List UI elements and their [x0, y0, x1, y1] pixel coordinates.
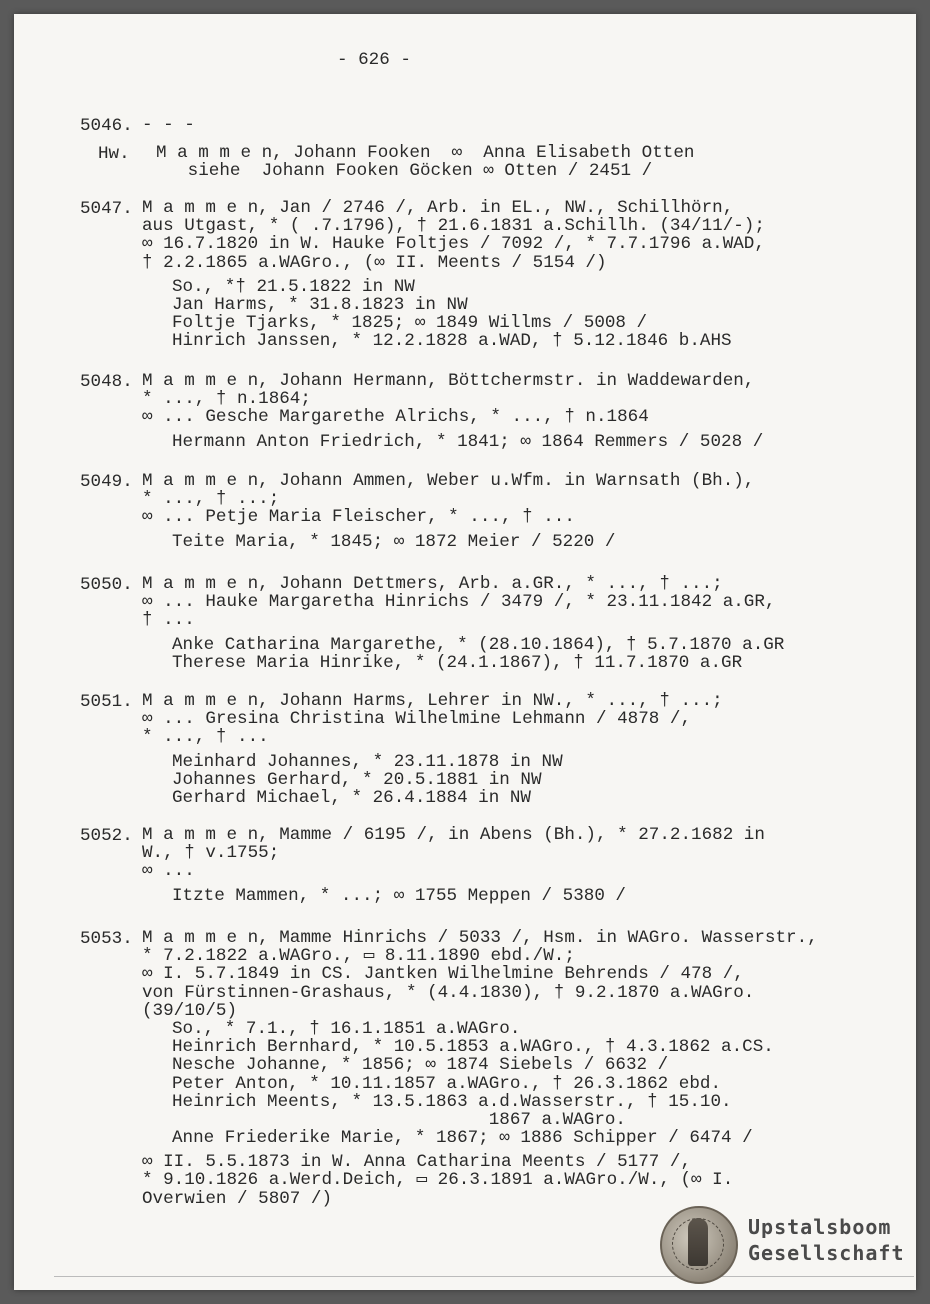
entry-line: W., † v.1755;: [142, 843, 280, 864]
entry-line: ∞ ... Hauke Margaretha Hinrichs / 3479 /, * 23.11.1842 a.GR,: [142, 592, 776, 613]
entry-line: † 2.2.1865 a.WAGro., (∞ II. Meents / 5154 /): [142, 252, 607, 273]
entry-line: von Fürstinnen-Grashaus, * (4.4.1830), † 9.2.1870 a.WAGro.: [142, 982, 755, 1003]
child-line: Hinrich Janssen, * 12.2.1828 a.WAD, † 5.12.1846 b.AHS: [172, 331, 732, 352]
watermark-line-1: Upstalsboom: [748, 1215, 892, 1239]
entry-line: ∞ I. 5.7.1849 in CS. Jantken Wilhelmine Behrends / 478 /,: [142, 964, 744, 985]
child-line: Therese Maria Hinrike, * (24.1.1867), † 11.7.1870 a.GR: [172, 652, 743, 673]
entry-number: 5052.: [80, 826, 133, 846]
entry-line: - - -: [142, 115, 195, 135]
child-line: Teite Maria, * 1845; ∞ 1872 Meier / 5220 /: [172, 531, 616, 552]
entry-number: 5046.: [80, 116, 133, 136]
child-line: Anke Catharina Margarethe, * (28.10.1864), † 5.7.1870 a.GR: [172, 634, 785, 655]
hw-line: M a m m e n, Johann Fooken ∞ Anna Elisabeth Otten: [156, 143, 695, 163]
seal-icon: [660, 1206, 738, 1284]
child-line: Heinrich Bernhard, * 10.5.1853 a.WAGro., † 4.3.1862 a.CS.: [172, 1037, 774, 1058]
footer-rule: [54, 1276, 914, 1277]
entry-line: aus Utgast, * ( .7.1796), † 21.6.1831 a.Schillh. (34/11/-);: [142, 216, 765, 237]
document-page: [14, 14, 916, 1290]
child-line: Meinhard Johannes, * 23.11.1878 in NW: [172, 751, 563, 772]
watermark-text: [748, 1214, 905, 1266]
entry-line: M a m m e n, Johann Dettmers, Arb. a.GR., * ..., † ...;: [142, 574, 723, 594]
entry-line: M a m m e n, Jan / 2746 /, Arb. in EL., NW., Schillhörn,: [142, 198, 734, 218]
child-line: So., *† 21.5.1822 in NW: [172, 276, 415, 297]
entry-line: * 9.10.1826 a.Werd.Deich, ▭ 26.3.1891 a.WAGro./W., (∞ I.: [142, 1170, 734, 1191]
hw-line: siehe Johann Fooken Göcken ∞ Otten / 2451 /: [156, 161, 653, 182]
child-line: Johannes Gerhard, * 20.5.1881 in NW: [172, 769, 542, 790]
entry-line: M a m m e n, Mamme / 6195 /, in Abens (Bh.), * 27.2.1682 in: [142, 825, 765, 845]
child-line: Heinrich Meents, * 13.5.1863 a.d.Wasserstr., † 15.10.: [172, 1091, 732, 1112]
child-line: 1867 a.WAGro.: [172, 1109, 626, 1130]
entry-number: 5051.: [80, 692, 133, 712]
entry-line: M a m m e n, Johann Ammen, Weber u.Wfm. in Warnsath (Bh.),: [142, 471, 755, 491]
entry-number: 5053.: [80, 929, 133, 949]
entry-line: ∞ ...: [142, 861, 195, 882]
entry-line: * ..., † n.1864;: [142, 389, 311, 410]
entry-line: M a m m e n, Johann Hermann, Böttchermstr. in Waddewarden,: [142, 371, 755, 391]
entry-line: (39/10/5): [142, 1000, 238, 1021]
entry-line: ∞ ... Petje Maria Fleischer, * ..., † ...: [142, 507, 575, 528]
hw-prefix: Hw.: [98, 144, 130, 164]
entry-line: ∞ ... Gresina Christina Wilhelmine Lehmann / 4878 /,: [142, 709, 692, 730]
entry-number: 5047.: [80, 199, 133, 219]
child-line: Hermann Anton Friedrich, * 1841; ∞ 1864 Remmers / 5028 /: [172, 431, 764, 452]
entry-number: 5049.: [80, 472, 133, 492]
entry-line: Overwien / 5807 /): [142, 1188, 333, 1209]
child-line: Gerhard Michael, * 26.4.1884 in NW: [172, 787, 531, 808]
entry-number: 5048.: [80, 372, 133, 392]
child-line: So., * 7.1., † 16.1.1851 a.WAGro.: [172, 1018, 521, 1039]
child-line: Anne Friederike Marie, * 1867; ∞ 1886 Schipper / 6474 /: [172, 1128, 753, 1149]
watermark-line-2: Gesellschaft: [748, 1241, 905, 1265]
entry-line: * ..., † ...: [142, 727, 269, 748]
child-line: Itzte Mammen, * ...; ∞ 1755 Meppen / 5380 /: [172, 885, 626, 906]
entry-line: M a m m e n, Mamme Hinrichs / 5033 /, Hsm. in WAGro. Wasserstr.,: [142, 928, 818, 948]
child-line: Foltje Tjarks, * 1825; ∞ 1849 Willms / 5008 /: [172, 313, 648, 334]
page-number: - 626 -: [337, 50, 411, 70]
entry-number: 5050.: [80, 575, 133, 595]
entry-line: M a m m e n, Johann Harms, Lehrer in NW., * ..., † ...;: [142, 691, 723, 711]
child-line: Jan Harms, * 31.8.1823 in NW: [172, 294, 468, 315]
child-line: Nesche Johanne, * 1856; ∞ 1874 Siebels / 6632 /: [172, 1055, 669, 1076]
entry-line: ∞ ... Gesche Margarethe Alrichs, * ..., † n.1864: [142, 407, 649, 428]
child-line: Peter Anton, * 10.11.1857 a.WAGro., † 26.3.1862 ebd.: [172, 1073, 722, 1094]
entry-line: ∞ 16.7.1820 in W. Hauke Foltjes / 7092 /, * 7.7.1796 a.WAD,: [142, 234, 765, 255]
entry-line: † ...: [142, 610, 195, 631]
entry-line: * 7.2.1822 a.WAGro., ▭ 8.11.1890 ebd./W.;: [142, 946, 575, 967]
entry-line: * ..., † ...;: [142, 489, 280, 510]
entry-line: ∞ II. 5.5.1873 in W. Anna Catharina Meents / 5177 /,: [142, 1152, 692, 1173]
